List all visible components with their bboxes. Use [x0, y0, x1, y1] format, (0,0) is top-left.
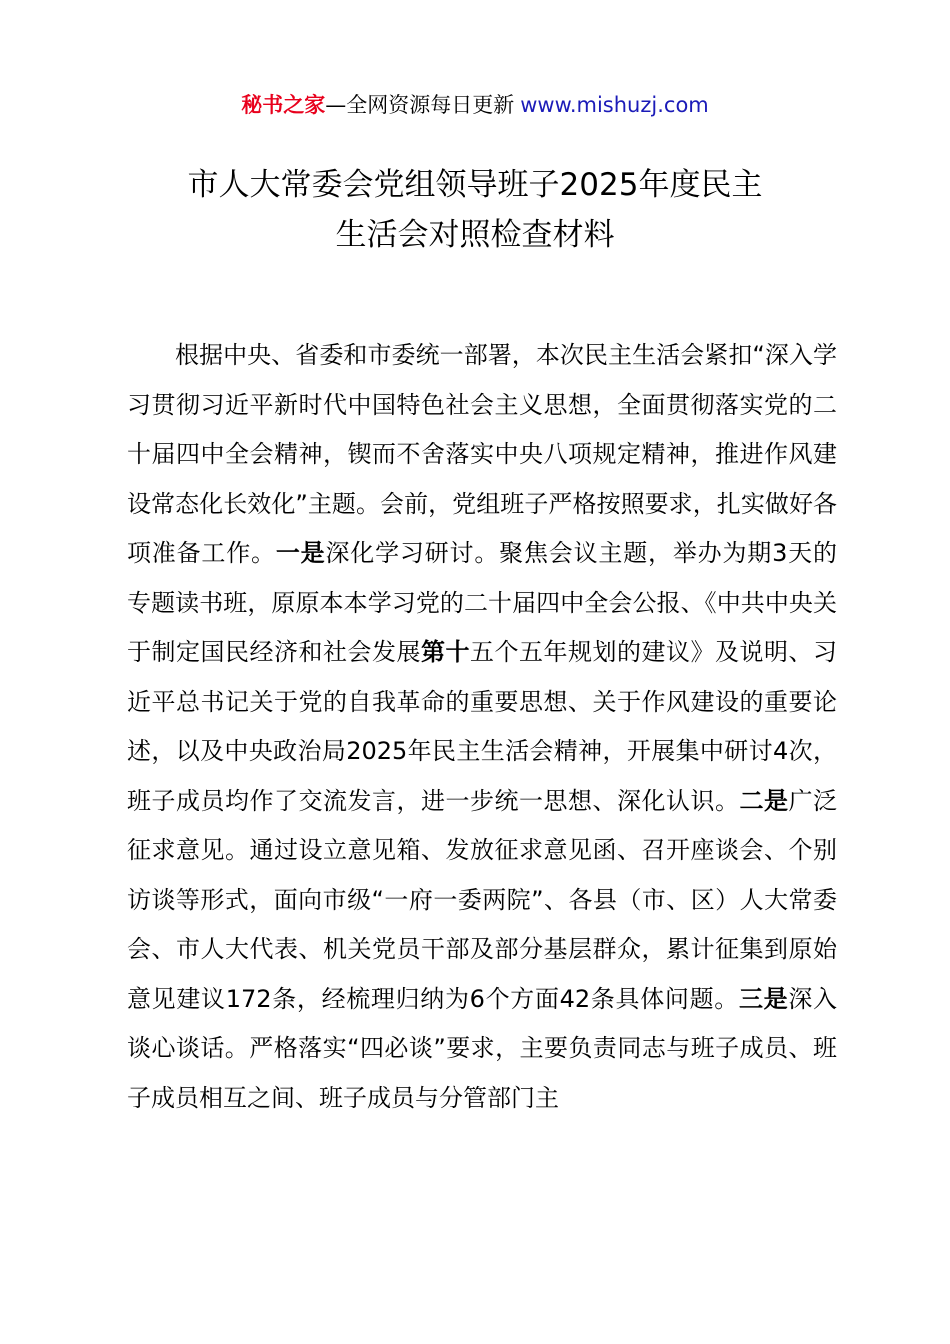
bold-marker-1: 一是: [275, 539, 326, 567]
body-segment-3: 五个五年规划的建议》及说明、习近平总书记关于党的自我革命的重要思想、关于作风建设的重要论述，以及中央政治局2025年民主生活会精神，开展集中研讨4次，班子成员均作了交流发言，进一步统一思想、深化认识。: [127, 638, 837, 815]
brand-name: 秘书之家: [241, 93, 326, 117]
site-header: [0, 90, 950, 120]
header-slogan: —全网资源每日更新: [325, 93, 515, 117]
title-line-1: 市人大常委会党组领导班子2025年度民主: [187, 167, 763, 203]
body-segment-4: 广泛征求意见。通过设立意见箱、发放征求意见函、召开座谈会、个别访谈等形式，面向市级“一府一委两院”、各县（市、区）人大常委会、市人大代表、机关党员干部及部分基层群众，累计征集到原始意见建议172条，经梳理归纳为6个方面42条具体问题。: [127, 786, 837, 1013]
body-segment-2: 深化学习研讨。聚焦会议主题，举办为期3天的专题读书班，原原本本学习党的二十届四中全会公报、《中共中央关于制定国民经济和社会发展: [127, 539, 837, 666]
bold-marker-3: 二是: [739, 786, 789, 815]
body-segment-5: 深入谈心谈话。严格落实“四必谈”要求，主要负责同志与班子成员、班子成员相互之间、班子成员与分管部门主: [127, 984, 838, 1112]
body-paragraph: [127, 331, 837, 1123]
site-url-link[interactable]: www.mishuzj.com: [520, 93, 709, 117]
bold-marker-4: 三是: [738, 984, 789, 1013]
title-line-2: 生活会对照检查材料: [335, 217, 615, 253]
bold-marker-2: 第十: [421, 638, 470, 666]
document-title: [115, 160, 835, 260]
body-segment-1: 根据中央、省委和市委统一部署，本次民主生活会紧扣“深入学习贯彻习近平新时代中国特色社会主义思想，全面贯彻落实党的二十届四中全会精神，锲而不舍落实中央八项规定精神，推进作风建设常态化长效化”主题。会前，党组班子严格按照要求，扎实做好各项准备工作。: [127, 341, 837, 567]
